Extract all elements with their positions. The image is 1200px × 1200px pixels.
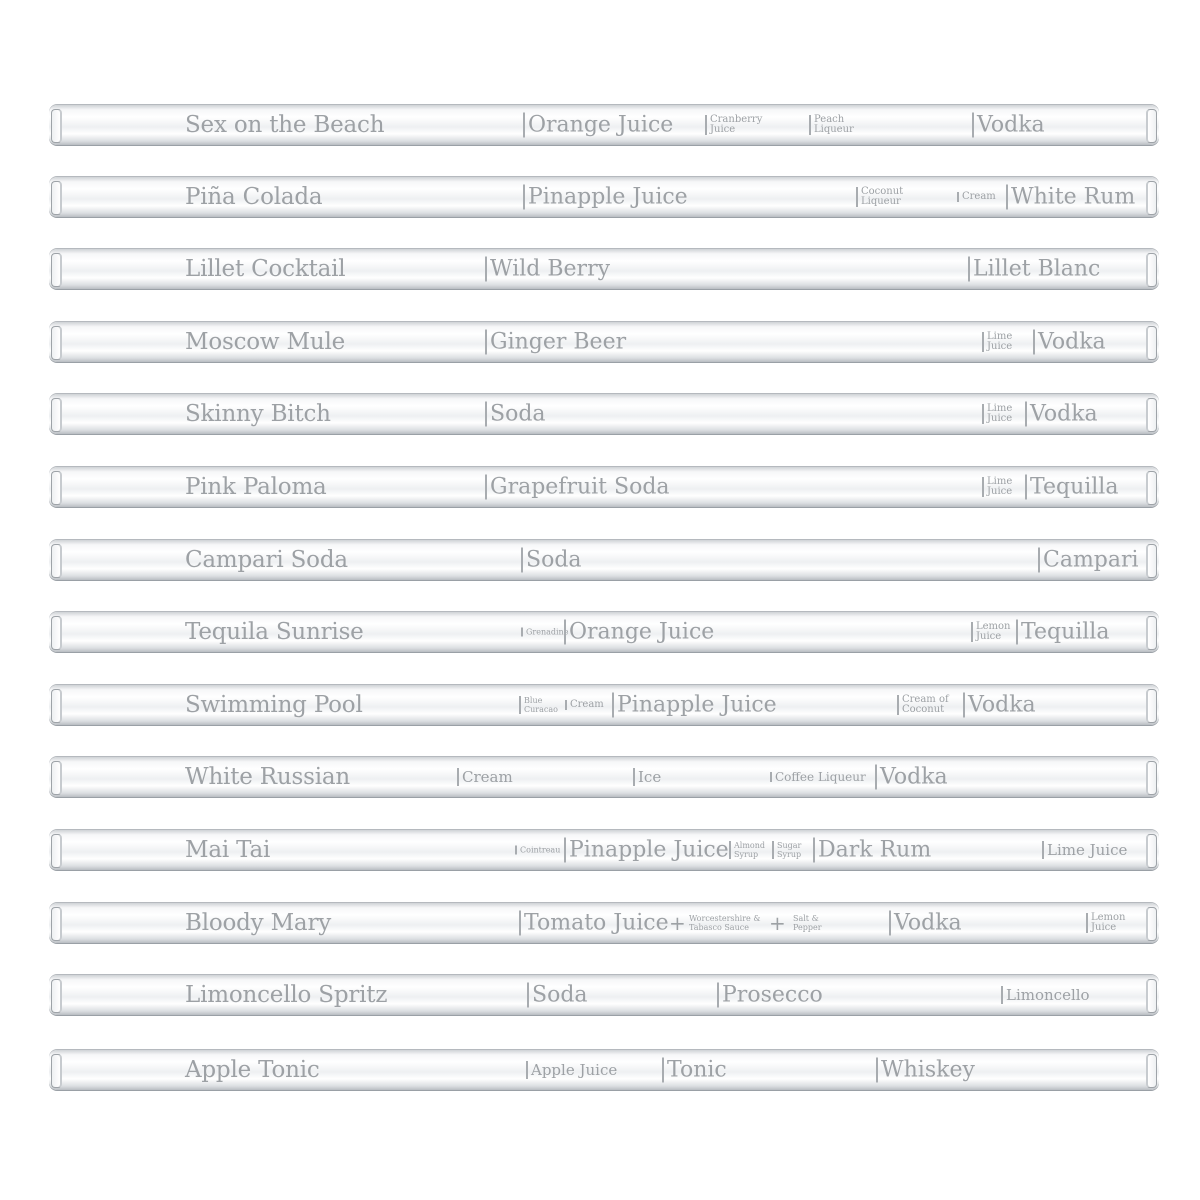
ingredient-label: Vodka (1025, 402, 1098, 427)
ingredient-label: Grapefruit Soda (485, 475, 670, 500)
straw-pina-colada (49, 177, 1159, 217)
ingredient-label: Sugar Syrup (772, 841, 811, 859)
ingredient-label: Vodka (875, 765, 948, 790)
ingredient-label: Ice (633, 768, 661, 786)
straw-title: Tequila Sunrise (185, 619, 364, 645)
ingredient-label: Cream (457, 768, 513, 786)
straw-title: Swimming Pool (185, 692, 363, 718)
ingredient-label: Peach Liqueur (809, 115, 874, 135)
ingredient-label: Lime Juice (1042, 841, 1127, 859)
ingredient-label: Worcestershire & Tabasco Sauce (689, 914, 761, 932)
straw-title: White Russian (185, 764, 350, 790)
straw-title: Campari Soda (185, 547, 348, 573)
ingredient-label: Vodka (1033, 330, 1106, 355)
straw-limoncello-spritz (49, 975, 1159, 1015)
ingredient-label: Pinapple Juice (523, 185, 688, 210)
straw-pink-paloma (49, 467, 1159, 507)
straw-bloody-mary (49, 903, 1159, 943)
straw-tequila-sunrise (49, 612, 1159, 652)
ingredient-label: Pinapple Juice (612, 693, 777, 718)
ingredient-label: Lillet Blanc (968, 257, 1100, 282)
straw-title: Mai Tai (185, 837, 271, 863)
straw-title: Apple Tonic (185, 1057, 320, 1083)
ingredient-label: Vodka (889, 911, 962, 936)
straw-apple-tonic (49, 1050, 1159, 1090)
straw-title: Bloody Mary (185, 910, 332, 936)
straw-swimming-pool (49, 685, 1159, 725)
ingredient-label: Orange Juice (523, 113, 673, 138)
ingredient-label: Cream of Coconut (897, 695, 960, 715)
straw-campari-soda (49, 540, 1159, 580)
straw-mai-tai (49, 830, 1159, 870)
ingredient-label: Lemon Juice (971, 622, 1018, 642)
ingredient-label: Lime Juice (982, 477, 1025, 497)
ingredient-label: Coffee Liqueur (770, 772, 866, 782)
straw-lillet-cocktail (49, 249, 1159, 289)
plus-sign: + (769, 911, 786, 935)
ingredient-label: White Rum (1006, 185, 1135, 210)
ingredient-label: Whiskey (876, 1058, 975, 1083)
straw-moscow-mule (49, 322, 1159, 362)
ingredient-label: Campari (1038, 548, 1139, 573)
ingredient-label: Tequilla (1016, 620, 1109, 645)
ingredient-label: Lemon Juice (1086, 913, 1135, 933)
ingredient-label: Cointreau (515, 846, 560, 855)
ingredient-label: Soda (485, 402, 546, 427)
ingredient-label: Grenadine (521, 628, 568, 637)
ingredient-label: Soda (527, 983, 588, 1008)
ingredient-label: Tomato Juice (519, 911, 669, 936)
ingredient-label: Ginger Beer (485, 330, 626, 355)
ingredient-label: Apple Juice (526, 1061, 617, 1079)
straw-title: Sex on the Beach (185, 112, 385, 138)
straw-white-russian (49, 757, 1159, 797)
ingredient-label: Tonic (662, 1058, 727, 1083)
ingredient-label: Limoncello (1001, 986, 1090, 1004)
straw-title: Limoncello Spritz (185, 982, 388, 1008)
ingredient-label: Almond Syrup (729, 841, 772, 859)
straw-title: Moscow Mule (185, 329, 346, 355)
ingredient-label: Vodka (972, 113, 1045, 138)
straw-skinny-bitch (49, 394, 1159, 434)
ingredient-label: Orange Juice (564, 620, 714, 645)
ingredient-label: Cream (957, 192, 996, 202)
ingredient-label: Prosecco (717, 983, 823, 1008)
straw-title: Pink Paloma (185, 474, 327, 500)
ingredient-label: Soda (521, 548, 582, 573)
ingredient-label: Pinapple Juice (564, 838, 729, 863)
ingredient-label: Lime Juice (982, 404, 1025, 424)
ingredient-label: Dark Rum (813, 838, 931, 863)
straw-title: Lillet Cocktail (185, 256, 346, 282)
ingredient-label: Blue Curacao (519, 696, 568, 714)
straw-title: Piña Colada (185, 184, 323, 210)
ingredient-label: Cranberry Juice (705, 115, 780, 135)
ingredient-label: Salt & Pepper (793, 914, 822, 932)
ingredient-label: Cream (565, 700, 604, 710)
ingredient-label: Tequilla (1025, 475, 1118, 500)
straw-title: Skinny Bitch (185, 401, 331, 427)
straw-sex-on-the-beach (49, 105, 1159, 145)
plus-sign: + (669, 911, 686, 935)
ingredient-label: Coconut Liqueur (856, 187, 921, 207)
ingredient-label: Wild Berry (485, 257, 610, 282)
ingredient-label: Vodka (963, 693, 1036, 718)
ingredient-label: Lime Juice (982, 332, 1025, 352)
